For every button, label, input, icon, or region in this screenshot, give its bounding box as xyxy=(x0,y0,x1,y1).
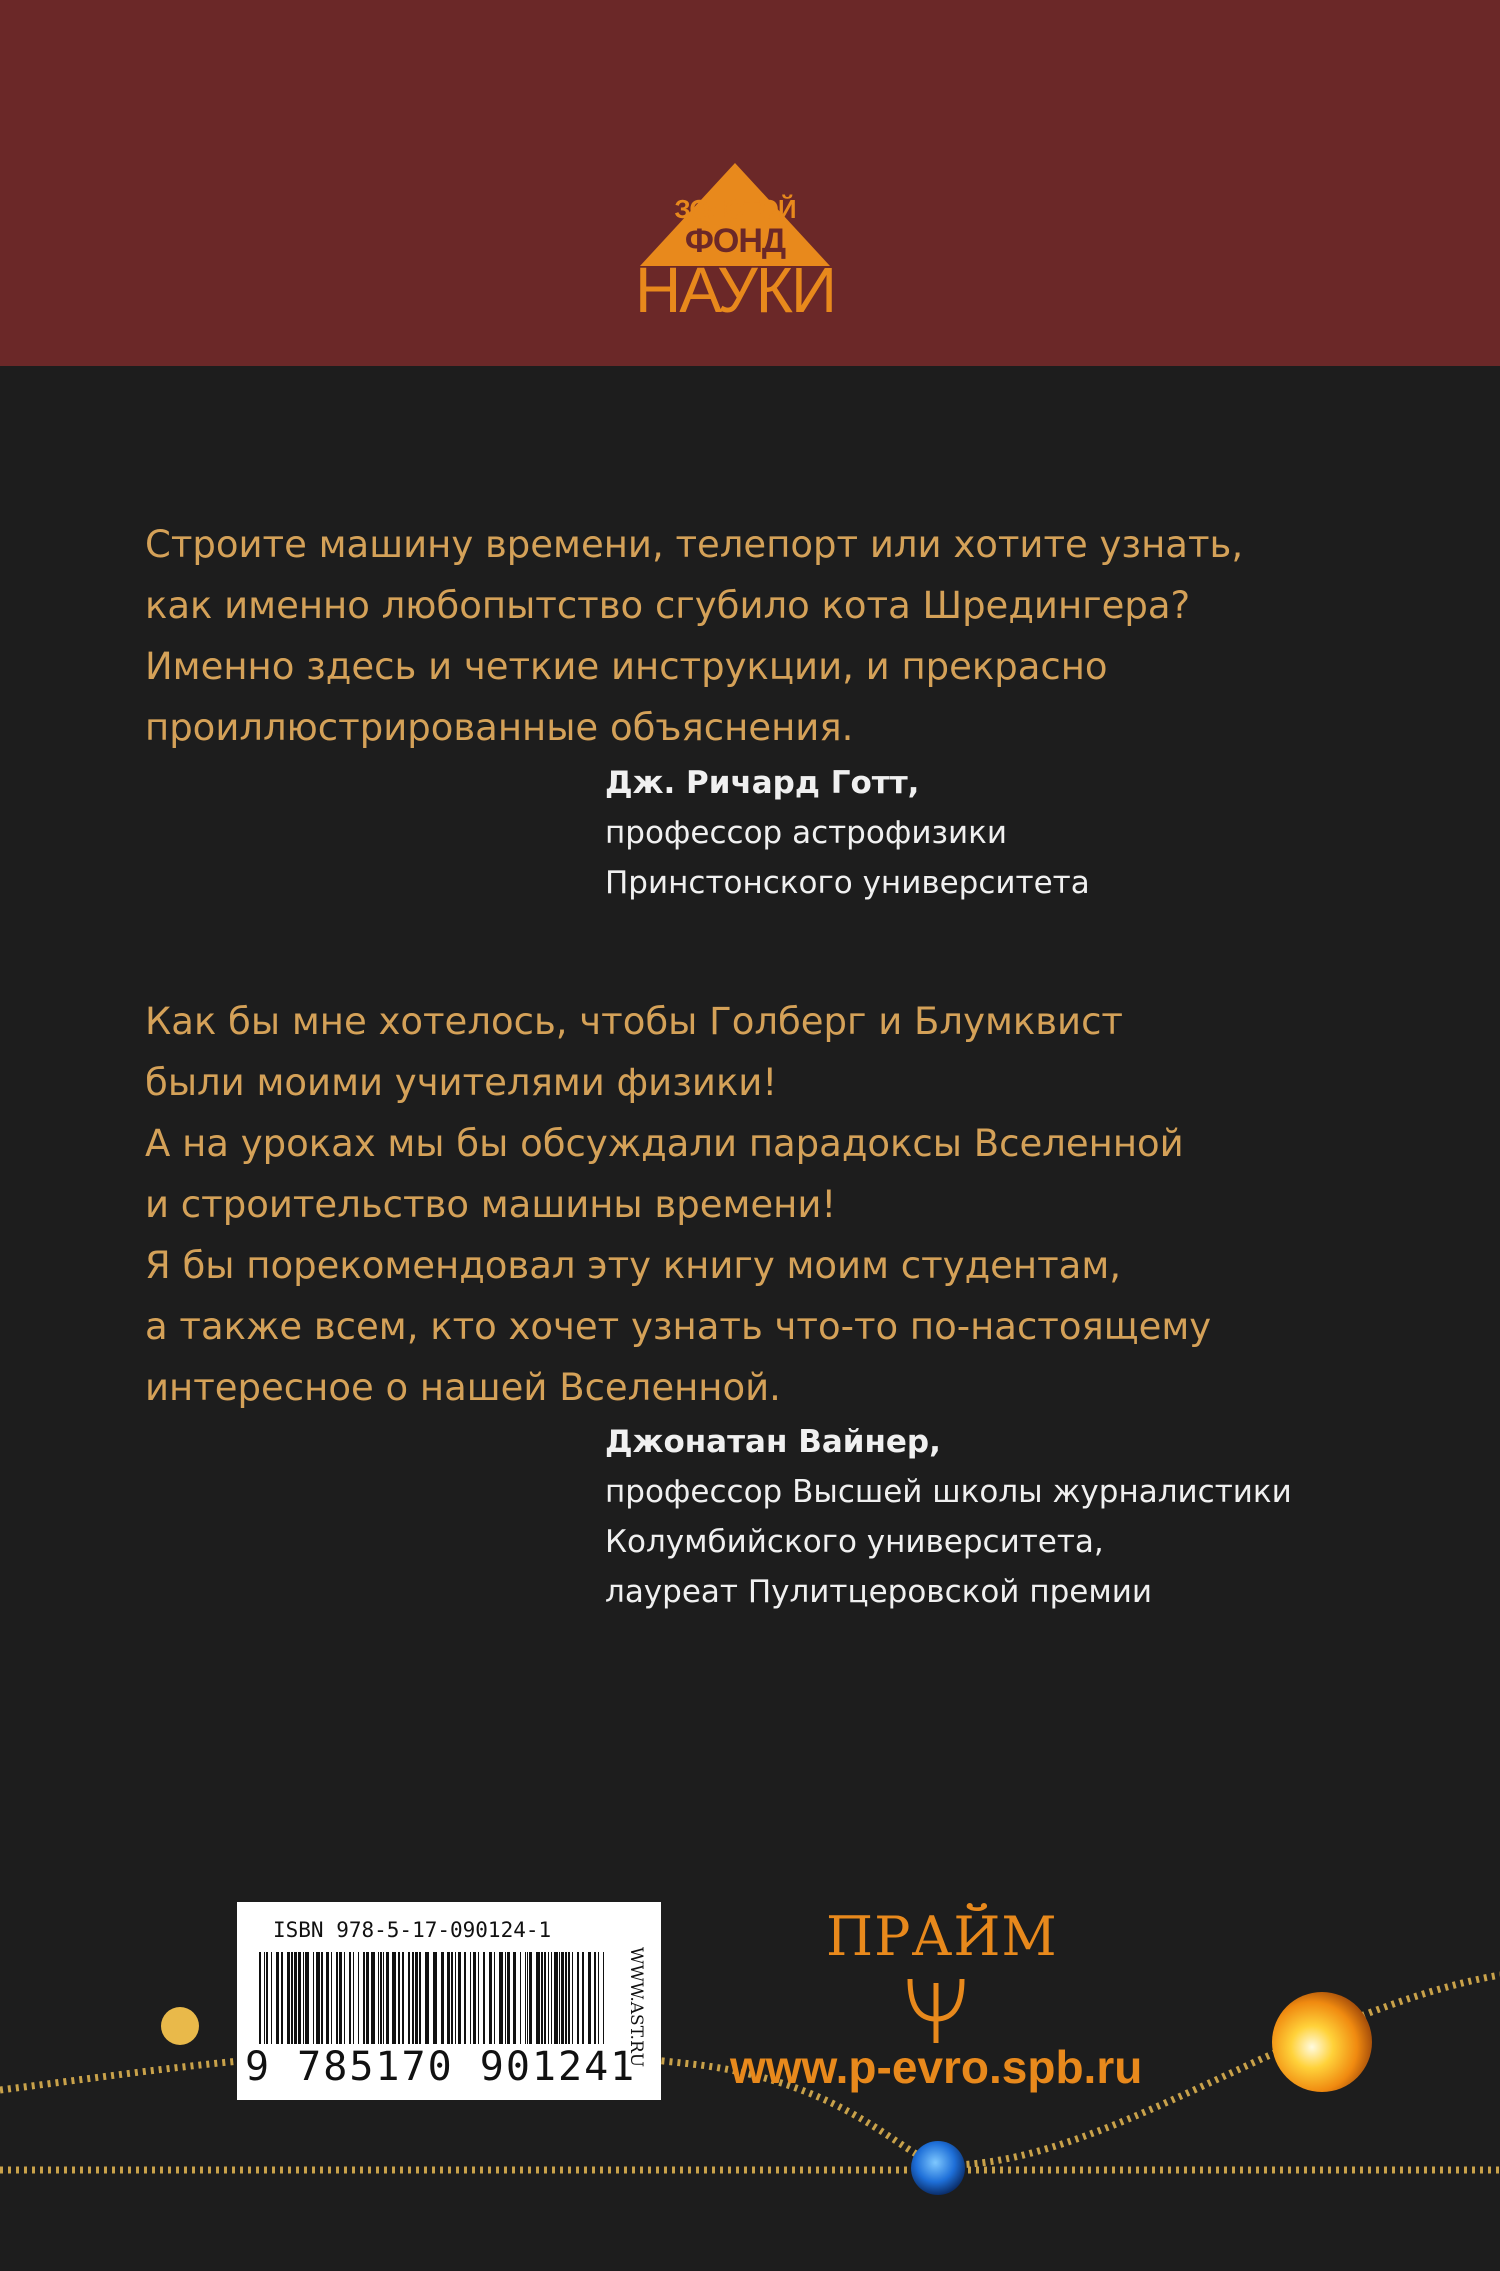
barcode-bar xyxy=(554,1952,558,2044)
author-credential: профессор Высшей школы журналистики xyxy=(605,1474,1292,1510)
barcode-bar xyxy=(598,1952,599,2044)
barcode-bar xyxy=(298,1952,301,2044)
planet-blue-icon xyxy=(911,2141,965,2195)
barcode-bar xyxy=(473,1952,476,2044)
barcode-bar xyxy=(339,1952,342,2044)
barcode-bar xyxy=(489,1952,492,2044)
top-color-band xyxy=(0,0,1500,366)
barcode-bar xyxy=(331,1952,332,2044)
barcode-bar xyxy=(603,1952,604,2044)
barcode-bars xyxy=(253,1952,613,2044)
barcode-bar xyxy=(478,1952,479,2044)
barcode-bar xyxy=(305,1952,309,2044)
barcode-bar xyxy=(507,1952,510,2044)
barcode-bar xyxy=(408,1952,410,2044)
barcode-bar xyxy=(402,1952,404,2044)
barcode-panel xyxy=(237,1902,661,2100)
barcode-bar xyxy=(544,1952,546,2044)
barcode-bar xyxy=(541,1952,543,2044)
barcode-bar xyxy=(415,1952,418,2044)
barcode-bar xyxy=(505,1952,506,2044)
barcode-bar xyxy=(494,1952,495,2044)
barcode-bar xyxy=(561,1952,564,2044)
quote-line: Строите машину времени, телепорт или хотите узнать, xyxy=(145,523,1244,566)
quote-line: и строительство машины времени! xyxy=(145,1183,837,1226)
author-name: Джонатан Вайнер, xyxy=(605,1424,941,1460)
barcode-bar xyxy=(271,1952,272,2044)
barcode-bar xyxy=(464,1952,466,2044)
barcode-bar xyxy=(441,1952,444,2044)
ast-url-label xyxy=(618,1922,654,2092)
barcode-bar xyxy=(326,1952,329,2044)
quote-line: проиллюстрированные объяснения. xyxy=(145,706,854,749)
quote-line: Именно здесь и четкие инструкции, и прекрасно xyxy=(145,645,1108,688)
barcode-bar xyxy=(259,1952,261,2044)
quote-line: были моими учителями физики! xyxy=(145,1061,778,1104)
barcode-bar xyxy=(577,1952,579,2044)
barcode-bar xyxy=(588,1952,591,2044)
barcode-bar xyxy=(527,1952,528,2044)
quote-line: А на уроках мы бы обсуждали парадоксы Вселенной xyxy=(145,1122,1184,1165)
barcode-bar xyxy=(529,1952,532,2044)
sun-icon xyxy=(1272,1992,1372,2092)
barcode-bar xyxy=(525,1952,526,2044)
barcode-bar xyxy=(281,1952,283,2044)
publisher-name: ПРАЙМ xyxy=(826,1905,1058,1968)
barcode-bar xyxy=(470,1952,471,2044)
barcode-bar xyxy=(483,1952,485,2044)
barcode-bar xyxy=(536,1952,540,2044)
barcode-bar xyxy=(291,1952,293,2044)
barcode-bar xyxy=(378,1952,379,2044)
barcode-bar xyxy=(349,1952,351,2044)
quote-line: интересное о нашей Вселенной. xyxy=(145,1366,781,1409)
logo-line-fond: ФОНД xyxy=(684,222,786,260)
barcode-digits: 9 785170 901241 xyxy=(245,2044,637,2090)
planet-yellow-icon xyxy=(161,2007,199,2045)
barcode-bar xyxy=(419,1952,421,2044)
barcode-bar xyxy=(303,1952,304,2044)
barcode-bar xyxy=(594,1952,596,2044)
barcode-bar xyxy=(582,1952,584,2044)
author-credential: профессор астрофизики xyxy=(605,815,1007,851)
barcode-bar xyxy=(392,1952,396,2044)
series-logo xyxy=(620,158,850,328)
barcode-bar xyxy=(386,1952,389,2044)
barcode-bar xyxy=(499,1952,503,2044)
barcode-bar xyxy=(344,1952,345,2044)
quote-gott xyxy=(145,514,1243,758)
isbn-label: ISBN 978-5-17-090124-1 xyxy=(273,1918,552,1942)
barcode-bar xyxy=(513,1952,516,2044)
quote-line: Как бы мне хотелось, чтобы Голберг и Блумквист xyxy=(145,1000,1123,1043)
barcode-bar xyxy=(371,1952,375,2044)
publisher-logo xyxy=(826,1905,1058,2045)
logo-line-zolotoy: ЗОЛОТОЙ xyxy=(674,194,796,224)
barcode-bar xyxy=(336,1952,338,2044)
barcode-bar xyxy=(447,1952,450,2044)
barcode-bar xyxy=(551,1952,552,2044)
author-name: Дж. Ричард Готт, xyxy=(605,765,920,801)
author-credential: Колумбийского университета, xyxy=(605,1524,1104,1560)
quote-line: Я бы порекомендовал эту книгу моим студентам, xyxy=(145,1244,1122,1287)
barcode-bar xyxy=(548,1952,549,2044)
publisher-url[interactable]: www.p-evro.spb.ru xyxy=(730,2041,1143,2093)
barcode-bar xyxy=(316,1952,320,2044)
barcode-bar xyxy=(380,1952,382,2044)
barcode-bar xyxy=(451,1952,453,2044)
barcode-bar xyxy=(287,1952,290,2044)
barcode-bar xyxy=(363,1952,365,2044)
attribution-gott xyxy=(605,758,1090,908)
barcode-bar xyxy=(264,1952,265,2044)
quote-line: а также всем, кто хочет узнать что-то по-настоящему xyxy=(145,1305,1212,1348)
barcode-bar xyxy=(353,1952,354,2044)
barcode-bar xyxy=(412,1952,414,2044)
barcode-bar xyxy=(383,1952,384,2044)
barcode-bar xyxy=(458,1952,461,2044)
barcode-bar xyxy=(276,1952,279,2044)
barcode-bar xyxy=(520,1952,521,2044)
barcode-bar xyxy=(266,1952,268,2044)
author-credential: Принстонского университета xyxy=(605,865,1090,901)
quote-line: как именно любопытство сгубило кота Шредингера? xyxy=(145,584,1191,627)
barcode-bar xyxy=(455,1952,456,2044)
barcode-bar xyxy=(433,1952,437,2044)
barcode-bar xyxy=(568,1952,570,2044)
barcode-bar xyxy=(366,1952,369,2044)
barcode-bar xyxy=(565,1952,567,2044)
barcode-bar xyxy=(559,1952,560,2044)
logo-line-nauki: НАУКИ xyxy=(634,254,836,326)
attribution-weiner xyxy=(605,1417,1292,1617)
author-credential: лауреат Пулитцеровской премии xyxy=(605,1574,1153,1610)
barcode-bar xyxy=(321,1952,323,2044)
psi-icon xyxy=(904,1973,968,2045)
barcode-bar xyxy=(572,1952,573,2044)
barcode-bar xyxy=(358,1952,359,2044)
ast-url-text: WWW.AST.RU xyxy=(626,1946,646,2068)
barcode-bar xyxy=(398,1952,400,2044)
barcode-bar xyxy=(425,1952,429,2044)
barcode-bar xyxy=(294,1952,297,2044)
barcode-bar xyxy=(313,1952,314,2044)
quote-weiner xyxy=(145,991,1211,1418)
